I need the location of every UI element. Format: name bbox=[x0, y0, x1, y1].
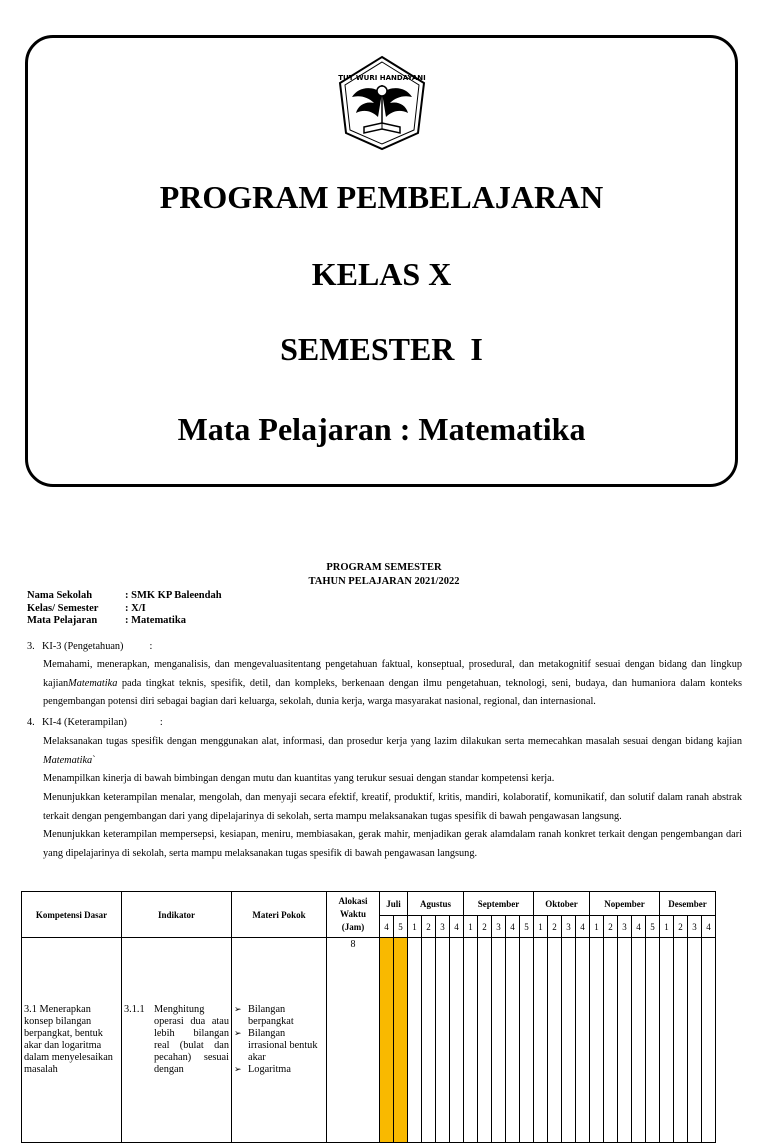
header-materi: Materi Pokok bbox=[232, 892, 327, 938]
materi-item: ➢ Logaritma bbox=[234, 1064, 324, 1076]
materi-item: ➢ Bilangan berpangkat bbox=[234, 1004, 324, 1028]
month-header: September bbox=[464, 892, 534, 916]
month-header: Desember bbox=[660, 892, 716, 916]
schedule-cell-filled bbox=[380, 938, 394, 1143]
schedule-cell bbox=[632, 938, 646, 1143]
ki-colon: : bbox=[149, 641, 153, 652]
schedule-cell-filled bbox=[394, 938, 408, 1143]
alokasi-label: Alokasi Waktu bbox=[338, 896, 368, 919]
schedule-cell bbox=[618, 938, 632, 1143]
schedule-cell bbox=[408, 938, 422, 1143]
table-row bbox=[22, 938, 716, 1143]
week-header: 3 bbox=[436, 916, 450, 938]
schedule-cell bbox=[534, 938, 548, 1143]
schedule-cell bbox=[660, 938, 674, 1143]
ki4-p1-b: ` bbox=[92, 754, 96, 766]
schedule-cell bbox=[548, 938, 562, 1143]
ki4-paragraph-1 bbox=[43, 733, 742, 770]
week-header: 5 bbox=[520, 916, 534, 938]
ki-label: KI-4 (Keterampilan) bbox=[42, 717, 127, 728]
indikator-text: Menghitung operasi dua atau lebih bilangan real (bulat dan pecahan) sesuai dengan bbox=[154, 1004, 229, 1075]
week-header: 1 bbox=[408, 916, 422, 938]
week-header: 4 bbox=[702, 916, 716, 938]
schedule-cell bbox=[646, 938, 660, 1143]
schedule-cell bbox=[674, 938, 688, 1143]
week-header: 1 bbox=[464, 916, 478, 938]
indikator-number: 3.1.1 bbox=[124, 1004, 145, 1015]
schedule-cell bbox=[702, 938, 716, 1143]
week-header: 4 bbox=[506, 916, 520, 938]
week-header: 4 bbox=[632, 916, 646, 938]
schedule-cell bbox=[422, 938, 436, 1143]
schedule-cell bbox=[520, 938, 534, 1143]
week-header: 2 bbox=[548, 916, 562, 938]
ki4-p1-italic: Matematika bbox=[43, 754, 93, 766]
month-header: Juli bbox=[380, 892, 408, 916]
ki4-paragraph-3: Menunjukkan keterampilan menalar, mengolah, dan menyaji secara efektif, kreatif, produktif, kritis, mandiri, kolaboratif, komunikatif, dan solutif dalam ranah abstrak terkait dengan pengembangan dari yang dipelajarinya di sekolah, serta mampu melaksanakan tugas spesifik di bawah pengawasan langsung. bbox=[43, 792, 742, 822]
week-header: 3 bbox=[492, 916, 506, 938]
cover-title: PROGRAM PEMBELAJARAN bbox=[159, 179, 604, 215]
header-alokasi bbox=[327, 892, 380, 938]
meta-school bbox=[27, 590, 222, 601]
meta-value: : Matematika bbox=[125, 615, 186, 626]
cover-semester: SEMESTER I bbox=[280, 331, 483, 367]
week-header: 5 bbox=[646, 916, 660, 938]
month-header: Agustus bbox=[408, 892, 464, 916]
ki4-paragraph-2: Menampilkan kinerja di bawah bimbingan dengan mutu dan kuantitas yang terukur sesuai dengan standar kompetensi kerja. bbox=[43, 773, 555, 784]
week-header: 1 bbox=[534, 916, 548, 938]
meta-value: : X/I bbox=[125, 603, 146, 614]
ki3-text-a: Memahami, menerapkan, menganalisis, dan mengevaluasitentang pengetahuan faktual, konseptual, prosedural, dan metakognitif sesuai dengan bidang dan lingkup kajian bbox=[43, 659, 742, 689]
cover-mapel: Mata Pelajaran : Matematika bbox=[177, 411, 586, 447]
month-header: Nopember bbox=[590, 892, 660, 916]
meta-key: Nama Sekolah bbox=[27, 590, 93, 601]
week-header: 3 bbox=[688, 916, 702, 938]
program-semester-table bbox=[21, 891, 716, 1143]
week-header: 3 bbox=[618, 916, 632, 938]
meta-class bbox=[27, 603, 146, 614]
ki3-heading bbox=[27, 637, 742, 656]
meta-key: Mata Pelajaran bbox=[27, 615, 98, 626]
schedule-cell bbox=[492, 938, 506, 1143]
jam-label: (Jam) bbox=[341, 922, 365, 932]
week-header: 1 bbox=[660, 916, 674, 938]
ki-number: 4. bbox=[27, 717, 35, 728]
week-header: 4 bbox=[380, 916, 394, 938]
cover-frame bbox=[25, 35, 738, 487]
week-header: 2 bbox=[674, 916, 688, 938]
program-year: TAHUN PELAJARAN 2021/2022 bbox=[308, 576, 460, 587]
schedule-cell bbox=[688, 938, 702, 1143]
schedule-cell bbox=[506, 938, 520, 1143]
header-indikator: Indikator bbox=[122, 892, 232, 938]
materi-cell bbox=[232, 938, 327, 1143]
meta-key: Kelas/ Semester bbox=[27, 603, 99, 614]
ki4-paragraph-4: Menunjukkan keterampilan mempersepsi, kesiapan, meniru, membiasakan, gerak mahir, menjadikan gerak alamdalam ranah konkret terkait dengan pengembangan dari yang dipelajarinya di sekolah, serta mampu melaksanakan tugas spesifik di bawah pengawasan langsung. bbox=[43, 829, 742, 859]
week-header: 1 bbox=[590, 916, 604, 938]
schedule-cell bbox=[590, 938, 604, 1143]
schedule-cell bbox=[562, 938, 576, 1143]
schedule-cell bbox=[450, 938, 464, 1143]
ki3-text bbox=[43, 656, 742, 712]
ki-colon: : bbox=[159, 717, 163, 728]
kd-cell: 3.1 Menerapkan konsep bilangan berpangkat, bentuk akar dan logaritma dalam menyelesaikan masalah bbox=[22, 938, 122, 1143]
week-header: 3 bbox=[562, 916, 576, 938]
week-header: 2 bbox=[422, 916, 436, 938]
schedule-cell bbox=[604, 938, 618, 1143]
schedule-cell bbox=[464, 938, 478, 1143]
ki-label: KI-3 (Pengetahuan) bbox=[42, 641, 124, 652]
schedule-cell bbox=[576, 938, 590, 1143]
week-header: 2 bbox=[478, 916, 492, 938]
week-header: 4 bbox=[576, 916, 590, 938]
ki4-p1-a: Melaksanakan tugas spesifik dengan menggunakan alat, informasi, dan prosedur kerja yang lazim dilakukan serta memecahkan masalah sesuai dengan bidang kajian bbox=[43, 736, 742, 747]
ki3-text-b: pada tingkat teknis, spesifik, detil, dan kompleks, berkenaan dengan ilmu pengetahuan, teknologi, seni, budaya, dan humaniora dalam konteks pengembangan potensi diri sebagai bagian dari keluarga, sekolah, dunia kerja, warga masyarakat nasional, regional, dan internasional. bbox=[43, 677, 742, 707]
materi-item: ➢ Bilangan irrasional bentuk akar bbox=[234, 1028, 324, 1064]
cover-kelas: KELAS X bbox=[311, 256, 452, 292]
indikator-cell bbox=[122, 938, 232, 1143]
schedule-cell bbox=[436, 938, 450, 1143]
meta-value: : SMK KP Baleendah bbox=[125, 590, 222, 601]
svg-text:TUT WURI HANDAYANI: TUT WURI HANDAYANI bbox=[338, 74, 426, 82]
week-header: 5 bbox=[394, 916, 408, 938]
header-kd: Kompetensi Dasar bbox=[22, 892, 122, 938]
ki-number: 3. bbox=[27, 641, 35, 652]
week-header: 4 bbox=[450, 916, 464, 938]
tut-wuri-handayani-logo bbox=[332, 53, 432, 153]
month-header: Oktober bbox=[534, 892, 590, 916]
ki3-text-italic: Matematika bbox=[68, 677, 118, 689]
meta-subject bbox=[27, 615, 186, 626]
schedule-cell bbox=[478, 938, 492, 1143]
week-header: 2 bbox=[604, 916, 618, 938]
program-title: PROGRAM SEMESTER bbox=[326, 562, 442, 573]
alokasi-cell: 8 bbox=[327, 938, 380, 1143]
ki4-heading bbox=[27, 713, 742, 732]
